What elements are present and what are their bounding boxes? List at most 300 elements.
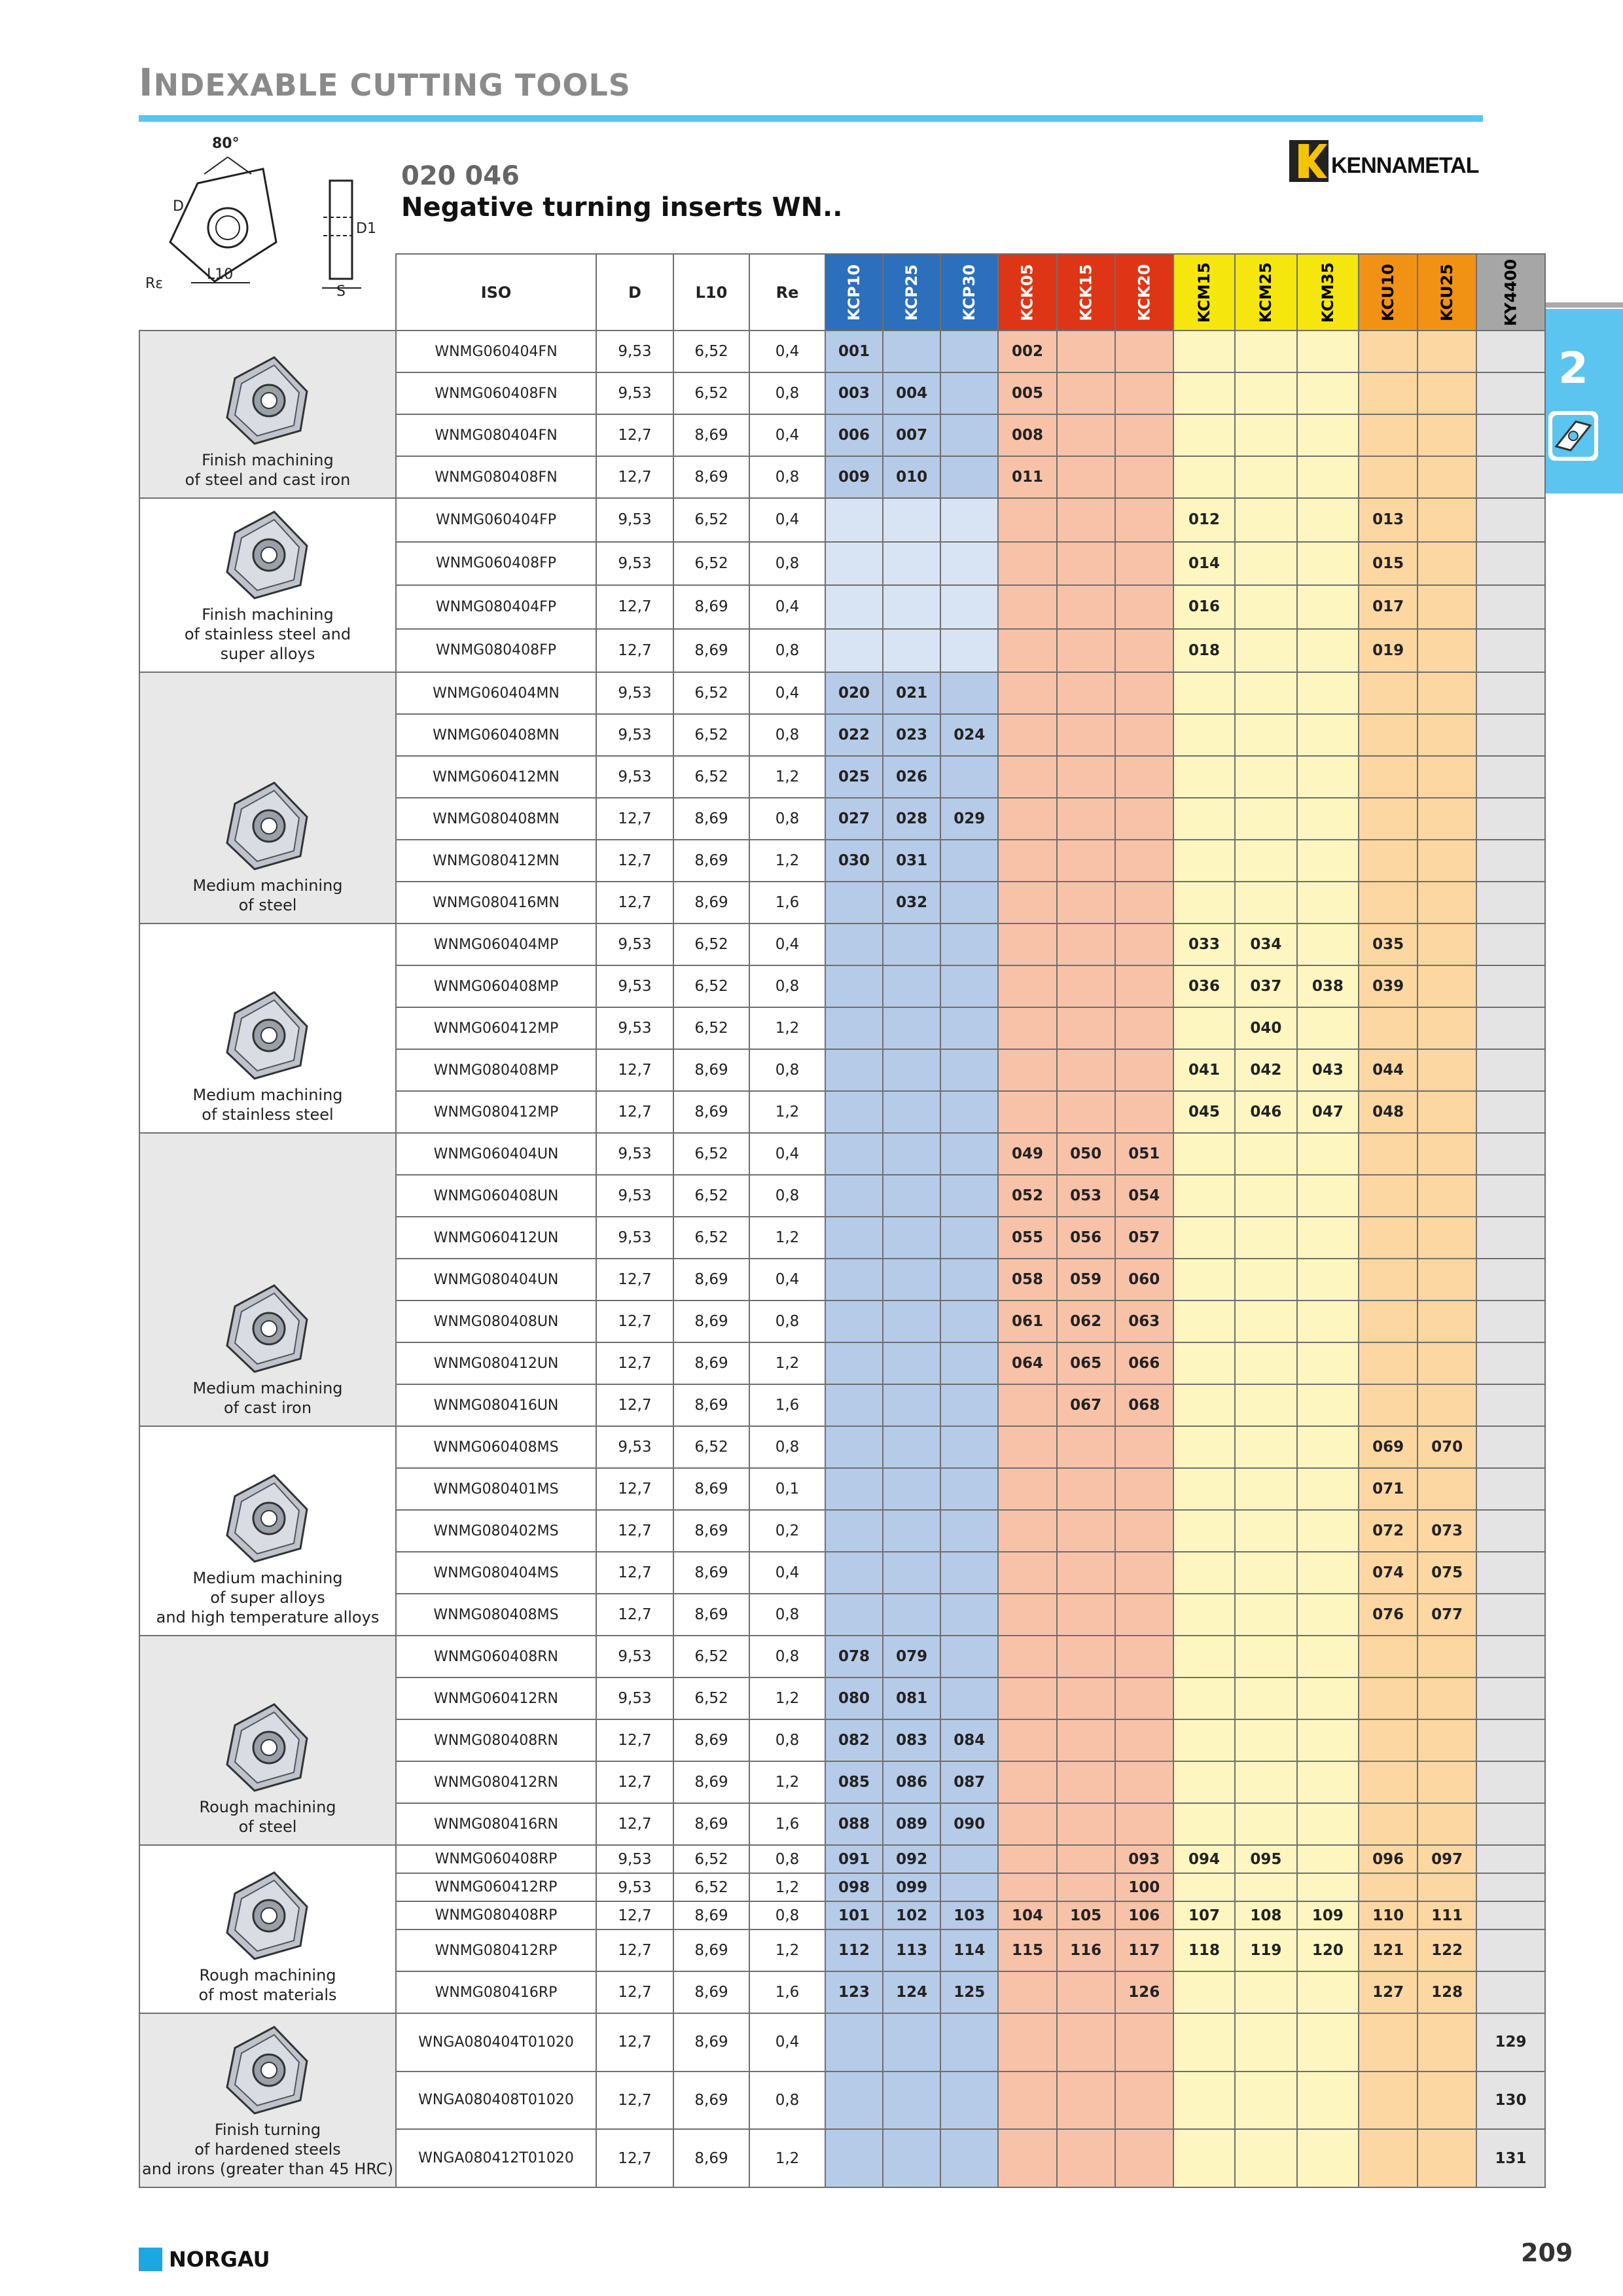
application-label-line: of super alloys [210,1588,325,1607]
re-cell: 0,4 [749,1133,825,1175]
order-code-cell [1359,1259,1418,1300]
d-cell: 12,7 [596,1510,673,1552]
order-code-cell: 067 [1057,1384,1115,1426]
order-code-cell [1115,840,1173,882]
grade-header-label: KCU25 [1438,263,1457,321]
order-code-cell [883,1468,940,1510]
order-code-cell [1476,1468,1545,1510]
order-code-cell [1057,456,1115,498]
order-code-cell: 106 [1115,1901,1173,1929]
order-code-cell: 093 [1115,1845,1173,1873]
re-cell: 1,2 [749,840,825,882]
order-code-cell [1476,1873,1545,1901]
order-code-cell [940,924,998,965]
d-cell: 12,7 [596,1803,673,1845]
order-code-cell: 022 [825,714,883,756]
order-code-cell [825,2013,883,2072]
order-code-cell [1359,1300,1418,1342]
l10-cell: 8,69 [673,1384,749,1426]
footer-brand-name: NORGAU [169,2247,270,2272]
iso-cell: WNMG060412RN [396,1677,596,1719]
order-code-cell [940,965,998,1007]
re-cell: 0,4 [749,1552,825,1594]
grade-header [1173,254,1235,331]
d-cell: 9,53 [596,1217,673,1259]
iso-cell: WNMG080412UN [396,1342,596,1384]
order-code-cell [883,1426,940,1468]
page-number: 209 [1521,2238,1573,2267]
re-cell: 0,4 [749,924,825,965]
d-cell: 9,53 [596,1175,673,1217]
re-cell: 0,8 [749,1175,825,1217]
order-code-cell [883,1133,940,1175]
order-code-cell [1057,1761,1115,1803]
order-code-cell [1173,1007,1235,1049]
application-group-cell [139,1426,396,1636]
order-code-cell [1057,882,1115,924]
order-code-cell: 069 [1359,1426,1418,1468]
order-code-cell [940,1426,998,1468]
order-code-cell: 085 [825,1761,883,1803]
re-cell: 0,8 [749,1636,825,1677]
order-code-cell [940,1300,998,1342]
grade-header-label: KCK20 [1135,263,1154,321]
order-code-cell: 094 [1173,1845,1235,1873]
order-code-cell [1418,798,1476,840]
application-label-line: Medium machining [192,1569,343,1587]
application-label-line: Rough machining [199,1798,336,1816]
table-row [139,1426,1545,1468]
order-code-cell [1297,2072,1359,2130]
re-cell: 0,8 [749,1300,825,1342]
order-code-cell [1418,1091,1476,1133]
order-code-cell [1418,498,1476,542]
order-code-cell: 026 [883,756,940,798]
order-code-cell [998,1007,1056,1049]
iso-cell: WNMG060408UN [396,1175,596,1217]
application-label-line: Finish machining [202,451,334,469]
order-code-cell [1418,1873,1476,1901]
insert-icon [215,1280,320,1378]
application-label-line: of cast iron [223,1399,312,1417]
order-code-cell: 110 [1359,1901,1418,1929]
order-code-cell: 023 [883,714,940,756]
order-code-cell [1057,672,1115,714]
order-code-cell [1173,1594,1235,1636]
order-code-cell [1173,331,1235,372]
order-code-cell [940,840,998,882]
order-code-cell [1297,714,1359,756]
order-code-cell [1476,1636,1545,1677]
order-code-cell: 011 [998,456,1056,498]
order-code-cell [1235,714,1296,756]
order-code-cell [1115,672,1173,714]
re-cell: 1,2 [749,1217,825,1259]
order-code-cell: 058 [998,1259,1056,1300]
order-code-cell [883,498,940,542]
order-code-cell: 061 [998,1300,1056,1342]
order-code-cell: 039 [1359,965,1418,1007]
order-code-cell [1359,756,1418,798]
order-code-cell [1173,2129,1235,2187]
order-code-cell [1297,1677,1359,1719]
order-code-cell: 032 [883,882,940,924]
application-group-cell [139,331,396,498]
order-code-cell [825,1049,883,1091]
order-code-cell: 047 [1297,1091,1359,1133]
order-code-cell [1173,1677,1235,1719]
iso-cell: WNMG080412RN [396,1761,596,1803]
d-cell: 12,7 [596,585,673,629]
order-code-cell: 079 [883,1636,940,1677]
l10-cell: 6,52 [673,1873,749,1901]
iso-cell: WNGA080404T01020 [396,2013,596,2072]
application-label-line: Finish turning [214,2121,321,2139]
re-cell: 0,4 [749,672,825,714]
order-code-cell [1476,965,1545,1007]
d-cell: 9,53 [596,965,673,1007]
d-cell: 9,53 [596,1677,673,1719]
order-code-cell [1235,798,1296,840]
order-code-cell: 013 [1359,498,1418,542]
order-code-cell [1359,456,1418,498]
re-cell: 0,8 [749,372,825,414]
re-cell: 1,6 [749,1803,825,1845]
order-code-cell [940,672,998,714]
order-code-cell [1418,1007,1476,1049]
order-code-cell [1173,882,1235,924]
order-code-cell [998,1510,1056,1552]
order-code-cell [1359,2013,1418,2072]
order-code-cell [1235,1761,1296,1803]
order-code-cell [883,1091,940,1133]
order-code-cell [1235,1384,1296,1426]
order-code-cell [1115,2129,1173,2187]
order-code-cell [1418,1719,1476,1761]
order-code-cell: 103 [940,1901,998,1929]
order-code-cell [1297,1803,1359,1845]
order-code-cell [1115,714,1173,756]
order-code-cell: 120 [1297,1929,1359,1971]
iso-cell: WNMG060412MP [396,1007,596,1049]
l10-cell: 8,69 [673,456,749,498]
re-cell: 0,8 [749,1845,825,1873]
order-code-cell [1115,756,1173,798]
application-group-cell [139,498,396,672]
re-cell: 0,8 [749,1594,825,1636]
order-code-cell [1476,1342,1545,1384]
d-cell: 9,53 [596,1845,673,1873]
d-cell: 12,7 [596,1594,673,1636]
table-row [139,1845,1545,1873]
iso-cell: WNMG060408RP [396,1845,596,1873]
order-code-cell [883,1007,940,1049]
order-code-cell: 050 [1057,1133,1115,1175]
order-code-cell: 007 [883,414,940,456]
application-label-line: super alloys [220,645,315,663]
order-code-cell [1115,882,1173,924]
order-code-cell [1359,372,1418,414]
order-code-cell [883,1552,940,1594]
order-code-cell [1476,1259,1545,1300]
iso-cell: WNMG060404FP [396,498,596,542]
order-code-cell [825,924,883,965]
iso-cell: WNGA080408T01020 [396,2072,596,2130]
order-code-cell [1235,331,1296,372]
order-code-cell [998,498,1056,542]
order-code-cell [1173,1636,1235,1677]
order-code-cell [1173,1217,1235,1259]
order-code-cell [825,1384,883,1426]
order-code-cell [1476,1719,1545,1761]
order-code-cell [1235,1677,1296,1719]
d-cell: 9,53 [596,714,673,756]
order-code-cell: 044 [1359,1049,1418,1091]
order-code-cell [825,1175,883,1217]
order-code-cell [940,1636,998,1677]
order-code-cell [998,2013,1056,2072]
order-code-cell: 100 [1115,1873,1173,1901]
order-code-cell: 034 [1235,924,1296,965]
order-code-cell [1297,1342,1359,1384]
order-code-cell [1235,1133,1296,1175]
order-code-cell: 123 [825,1971,883,2013]
order-code-cell: 108 [1235,1901,1296,1929]
re-cell: 1,2 [749,1929,825,1971]
order-code-cell [1476,372,1545,414]
order-code-cell [1057,1091,1115,1133]
order-code-cell [1297,2129,1359,2187]
order-code-cell [1235,840,1296,882]
insert-icon [215,507,320,605]
order-code-cell [1057,372,1115,414]
iso-cell: WNMG080408MS [396,1594,596,1636]
order-code-cell [825,1594,883,1636]
order-code-cell [1115,965,1173,1007]
re-cell: 1,2 [749,1761,825,1803]
order-code-cell [940,1468,998,1510]
iso-cell: WNMG080408RP [396,1901,596,1929]
order-code-cell [825,2129,883,2187]
order-code-cell [1359,1007,1418,1049]
order-code-cell [1235,1426,1296,1468]
order-code-cell [1235,1175,1296,1217]
grade-header [1057,254,1115,331]
d-cell: 9,53 [596,672,673,714]
order-code-cell [1057,798,1115,840]
re-cell: 1,2 [749,1677,825,1719]
application-label-line: and irons (greater than 45 HRC) [142,2160,393,2178]
order-code-cell [1418,372,1476,414]
order-code-cell [1297,798,1359,840]
order-code-cell: 040 [1235,1007,1296,1049]
order-code-cell [1297,1510,1359,1552]
order-code-cell [1297,1873,1359,1901]
re-cell: 0,8 [749,1901,825,1929]
l10-cell: 6,52 [673,498,749,542]
order-code-cell: 118 [1173,1929,1235,1971]
order-code-cell [1235,414,1296,456]
order-code-cell: 115 [998,1929,1056,1971]
d-cell: 12,7 [596,1929,673,1971]
application-group-cell [139,672,396,924]
order-code-cell [1359,1873,1418,1901]
order-code-cell [998,882,1056,924]
order-code-cell [825,498,883,542]
order-code-cell [1057,1049,1115,1091]
order-code-cell [1057,756,1115,798]
order-code-cell: 096 [1359,1845,1418,1873]
iso-cell: WNMG080404FP [396,585,596,629]
order-code-cell [1173,2072,1235,2130]
d-cell: 12,7 [596,2072,673,2130]
order-code-cell [1115,456,1173,498]
l10-cell: 8,69 [673,1300,749,1342]
iso-cell: WNMG080412RP [396,1929,596,1971]
order-code-cell [1057,1007,1115,1049]
order-code-cell: 090 [940,1803,998,1845]
order-code-cell [1235,2129,1296,2187]
order-code-cell [1476,1510,1545,1552]
s-label: S [336,283,346,300]
l10-cell: 8,69 [673,2072,749,2130]
order-code-cell: 129 [1476,2013,1545,2072]
order-code-cell [825,882,883,924]
order-code-cell [1235,498,1296,542]
order-code-cell [1476,1677,1545,1719]
order-code-cell: 113 [883,1929,940,1971]
order-code-cell: 053 [1057,1175,1115,1217]
order-code-cell: 042 [1235,1049,1296,1091]
d-cell: 12,7 [596,629,673,673]
order-code-cell: 015 [1359,542,1418,586]
order-code-cell [883,585,940,629]
grade-header-label: KCM35 [1318,262,1337,323]
order-code-cell [1418,331,1476,372]
l10-cell: 6,52 [673,372,749,414]
grade-header-label: KCP25 [902,264,921,321]
order-code-cell [1235,1594,1296,1636]
order-code-cell [940,1384,998,1426]
grade-header-label: KCU10 [1379,263,1398,321]
order-code-cell [1297,542,1359,586]
order-code-cell: 043 [1297,1049,1359,1091]
order-code-cell [825,1133,883,1175]
footer-brand [139,2246,270,2272]
order-code-cell [1418,924,1476,965]
order-code-cell [1418,1342,1476,1384]
re-cell: 0,8 [749,798,825,840]
grade-header [883,254,940,331]
d-cell: 9,53 [596,924,673,965]
order-code-cell [1173,1510,1235,1552]
order-code-cell [1057,542,1115,586]
order-code-cell [1235,882,1296,924]
grade-header [1115,254,1173,331]
order-code-cell [825,629,883,673]
order-code-cell [1057,1636,1115,1677]
order-code-cell [998,924,1056,965]
iso-cell: WNMG060408FP [396,542,596,586]
order-code-cell [1235,372,1296,414]
order-code-cell [1057,1552,1115,1594]
table-header-row [139,254,1545,331]
d-cell: 12,7 [596,1259,673,1300]
re-cell: 1,2 [749,756,825,798]
iso-cell: WNMG080404MS [396,1552,596,1594]
application-group-cell [139,2013,396,2187]
order-code-cell: 041 [1173,1049,1235,1091]
d-cell: 9,53 [596,498,673,542]
order-code-cell [940,882,998,924]
order-code-cell [1359,1133,1418,1175]
order-code-cell [1057,1873,1115,1901]
order-code-cell [1418,1217,1476,1259]
order-code-cell [883,1342,940,1384]
order-code-cell [825,1468,883,1510]
order-code-cell [825,1342,883,1384]
order-code-cell: 002 [998,331,1056,372]
d-cell: 12,7 [596,456,673,498]
order-code-cell: 065 [1057,1342,1115,1384]
order-code-cell: 046 [1235,1091,1296,1133]
order-code-cell [1476,1803,1545,1845]
application-label-line: Medium machining [192,1379,343,1397]
order-code-cell [883,1217,940,1259]
kennametal-logo [1289,139,1484,183]
order-code-cell: 008 [998,414,1056,456]
order-code-cell [1297,372,1359,414]
header-re: Re [749,254,825,331]
table-row [139,1636,1545,1677]
order-code-cell [1057,2013,1115,2072]
order-code-cell [1297,1971,1359,2013]
order-code-cell: 111 [1418,1901,1476,1929]
l10-cell: 6,52 [673,331,749,372]
order-code-cell [1115,1677,1173,1719]
order-code-cell: 112 [825,1929,883,1971]
order-code-cell [1476,1007,1545,1049]
order-code-cell [1418,414,1476,456]
order-code-cell [1057,965,1115,1007]
order-code-cell [1297,585,1359,629]
order-code-cell [998,1049,1056,1091]
order-code-cell [1476,498,1545,542]
order-code-cell: 052 [998,1175,1056,1217]
l10-cell: 8,69 [673,1971,749,2013]
order-code-cell: 030 [825,840,883,882]
order-code-cell [883,2072,940,2130]
order-code-cell [940,372,998,414]
order-code-cell [825,1426,883,1468]
order-code-cell [1476,1761,1545,1803]
l10-cell: 8,69 [673,629,749,673]
order-code-cell [1173,456,1235,498]
order-code-cell: 029 [940,798,998,840]
order-code-cell: 082 [825,1719,883,1761]
order-code-cell: 018 [1173,629,1235,673]
order-code-cell [1173,1873,1235,1901]
order-code-cell [998,1552,1056,1594]
order-code-cell: 071 [1359,1468,1418,1510]
application-group-cell [139,1636,396,1845]
order-code-cell [1418,1384,1476,1426]
order-code-cell [1115,1468,1173,1510]
order-code-cell [998,1971,1056,2013]
order-code-cell: 051 [1115,1133,1173,1175]
order-code-cell [1235,1342,1296,1384]
order-code-cell: 099 [883,1873,940,1901]
